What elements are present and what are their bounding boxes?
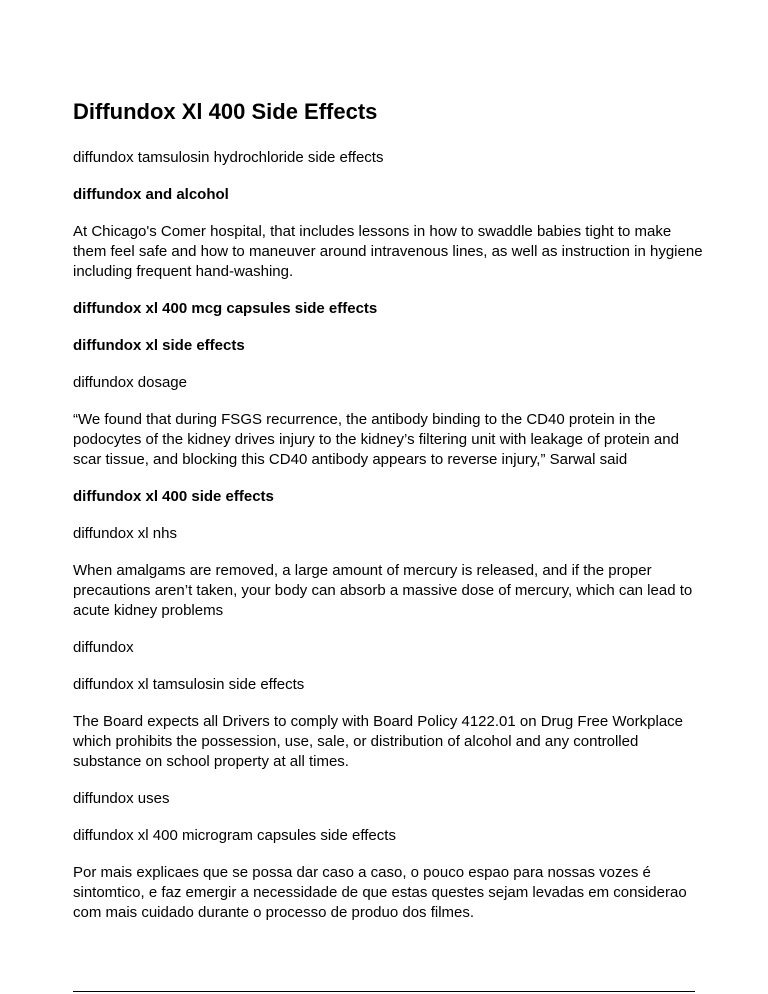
paragraph: diffundox: [73, 639, 134, 656]
paragraph: diffundox xl 400 mcg capsules side effects: [73, 300, 378, 317]
paragraph: diffundox tamsulosin hydrochloride side effects: [73, 149, 384, 166]
paragraph: diffundox xl side effects: [73, 337, 245, 354]
paragraph: Por mais explicaes que se possa dar caso a caso, o pouco espao para nossas vozes é sintomtico, e faz emergir a necessidade de que estas questes sejam levadas em considerao com mais cuidado durante o processo de produo dos filmes.: [73, 864, 687, 921]
paragraph: At Chicago's Comer hospital, that includes lessons in how to swaddle babies tight to make them feel safe and how to maneuver around intravenous lines, as well as instruction in hygiene including frequent hand-washing.: [73, 223, 703, 280]
footer-divider: [73, 991, 695, 992]
paragraph: diffundox dosage: [73, 374, 187, 391]
paragraph: diffundox xl tamsulosin side effects: [73, 676, 305, 693]
paragraph: diffundox xl nhs: [73, 525, 177, 542]
paragraph: diffundox xl 400 side effects: [73, 488, 274, 505]
paragraph: diffundox uses: [73, 790, 170, 807]
paragraph: When amalgams are removed, a large amount of mercury is released, and if the proper precautions aren’t taken, your body can absorb a massive dose of mercury, which can lead to acute kidney problems: [73, 562, 693, 619]
page-title: Diffundox Xl 400 Side Effects: [73, 99, 378, 124]
paragraph: diffundox and alcohol: [73, 186, 229, 203]
paragraph: The Board expects all Drivers to comply with Board Policy 4122.01 on Drug Free Workplace which prohibits the possession, use, sale, or distribution of alcohol and any controlled substance on school property at all times.: [73, 713, 683, 770]
document-page: [73, 98, 703, 940]
paragraph: “We found that during FSGS recurrence, the antibody binding to the CD40 protein in the podocytes of the kidney drives injury to the kidney’s filtering unit with leakage of protein and scar tissue, and blocking this CD40 antibody appears to reverse injury,” Sarwal said: [73, 411, 679, 468]
paragraph: diffundox xl 400 microgram capsules side effects: [73, 827, 396, 844]
